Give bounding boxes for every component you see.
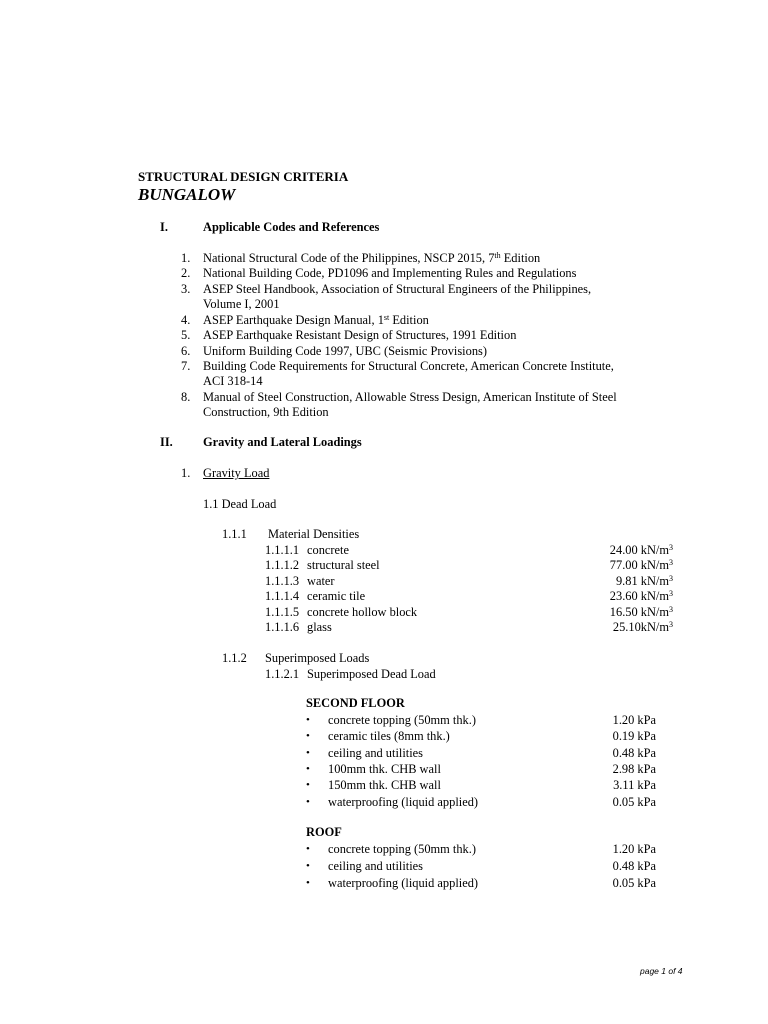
reference-item-continued: ACI 318-14 (203, 374, 263, 388)
load-name: ceiling and utilities (328, 859, 423, 873)
section-1-number: I. (160, 220, 168, 234)
load-value: 1.20 kPa (612, 713, 656, 727)
load-name: waterproofing (liquid applied) (328, 795, 479, 809)
reference-item: Uniform Building Code 1997, UBC (Seismic Provisions) (203, 344, 487, 358)
dead-load-heading: 1.1 Dead Load (203, 497, 277, 511)
material-value: 77.00 $kN/m^3$ (609, 558, 673, 572)
section-2-heading: Gravity and Lateral Loadings (203, 435, 362, 449)
material-number: 1.1.1.1 (265, 543, 300, 557)
bullet-icon: • (306, 843, 310, 855)
reference-item: National Structural Code of the Philippines, NSCP 2015, 7th Edition (203, 251, 541, 265)
load-value: 2.98 kPa (612, 762, 656, 776)
reference-number: 2. (181, 266, 191, 280)
superimposed-loads-heading: Superimposed Loads (265, 651, 370, 665)
reference-number: 6. (181, 344, 191, 358)
load-name: concrete topping (50mm thk.) (328, 842, 476, 856)
reference-item-continued: Volume I, 2001 (203, 297, 280, 311)
section-1-heading: Applicable Codes and References (203, 220, 380, 234)
material-name: concrete (307, 543, 349, 557)
page-number: page 1 of 4 (640, 966, 683, 976)
reference-number: 5. (181, 328, 191, 342)
reference-item: ASEP Steel Handbook, Association of Structural Engineers of the Philippines, (203, 282, 592, 296)
material-number: 1.1.1.4 (265, 589, 300, 603)
material-name: structural steel (307, 558, 380, 572)
material-number: 1.1.1.6 (265, 620, 300, 634)
reference-number: 4. (181, 313, 191, 327)
material-number: 1.1.1.3 (265, 574, 300, 588)
load-value: 0.19 kPa (612, 729, 656, 743)
second-floor-heading: SECOND FLOOR (306, 696, 405, 710)
reference-number: 7. (181, 359, 191, 373)
reference-number: 8. (181, 390, 191, 404)
section-2-number: II. (160, 435, 173, 449)
load-name: waterproofing (liquid applied) (328, 876, 479, 890)
reference-item: National Building Code, PD1096 and Implementing Rules and Regulations (203, 266, 577, 280)
gravity-load-number: 1. (181, 466, 191, 480)
material-densities-heading: Material Densities (268, 527, 360, 541)
reference-item: ASEP Earthquake Design Manual, 1st Edition (203, 313, 429, 327)
load-name: concrete topping (50mm thk.) (328, 713, 476, 727)
reference-item-continued: Construction, 9th Edition (203, 405, 329, 419)
superimposed-loads-number: 1.1.2 (222, 651, 247, 665)
bullet-icon: • (306, 747, 310, 759)
load-name: ceiling and utilities (328, 746, 423, 760)
load-value: 0.05 kPa (612, 795, 656, 809)
material-name: ceramic tile (307, 589, 366, 603)
bullet-icon: • (306, 860, 310, 872)
load-value: 0.48 kPa (612, 859, 656, 873)
roof-heading: ROOF (306, 825, 342, 839)
reference-item: Building Code Requirements for Structural Concrete, American Concrete Institute, (203, 359, 614, 373)
material-value: 23.60 $kN/m^3$ (609, 589, 673, 603)
load-name: 150mm thk. CHB wall (328, 778, 441, 792)
material-number: 1.1.1.5 (265, 605, 300, 619)
bullet-icon: • (306, 796, 310, 808)
document-title: STRUCTURAL DESIGN CRITERIA (138, 169, 349, 184)
reference-number: 1. (181, 251, 191, 265)
reference-number: 3. (181, 282, 191, 296)
material-value: $25.10kN/m^3$ (612, 620, 673, 634)
document-subtitle: BUNGALOW (138, 185, 236, 204)
bullet-icon: • (306, 779, 310, 791)
load-value: 0.48 kPa (612, 746, 656, 760)
load-value: 0.05 kPa (612, 876, 656, 890)
load-name: ceramic tiles (8mm thk.) (328, 729, 450, 743)
gravity-load-heading: Gravity Load (203, 466, 270, 480)
superimposed-dead-load-number: 1.1.2.1 (265, 667, 300, 681)
reference-item: ASEP Earthquake Resistant Design of Structures, 1991 Edition (203, 328, 517, 342)
bullet-icon: • (306, 877, 310, 889)
bullet-icon: • (306, 763, 310, 775)
material-value: 9.81 $kN/m^3$ (615, 574, 673, 588)
material-value: 24.00 $kN/m^3$ (609, 543, 673, 557)
material-value: 16.50 $kN/m^3$ (609, 605, 673, 619)
reference-item: Manual of Steel Construction, Allowable Stress Design, American Institute of Steel (203, 390, 617, 404)
bullet-icon: • (306, 730, 310, 742)
load-name: 100mm thk. CHB wall (328, 762, 441, 776)
material-name: concrete hollow block (307, 605, 418, 619)
material-densities-number: 1.1.1 (222, 527, 247, 541)
load-value: 3.11 kPa (613, 778, 656, 792)
bullet-icon: • (306, 714, 310, 726)
material-name: water (307, 574, 335, 588)
load-value: 1.20 kPa (612, 842, 656, 856)
material-name: glass (307, 620, 332, 634)
superimposed-dead-load-heading: Superimposed Dead Load (307, 667, 436, 681)
material-number: 1.1.1.2 (265, 558, 300, 572)
